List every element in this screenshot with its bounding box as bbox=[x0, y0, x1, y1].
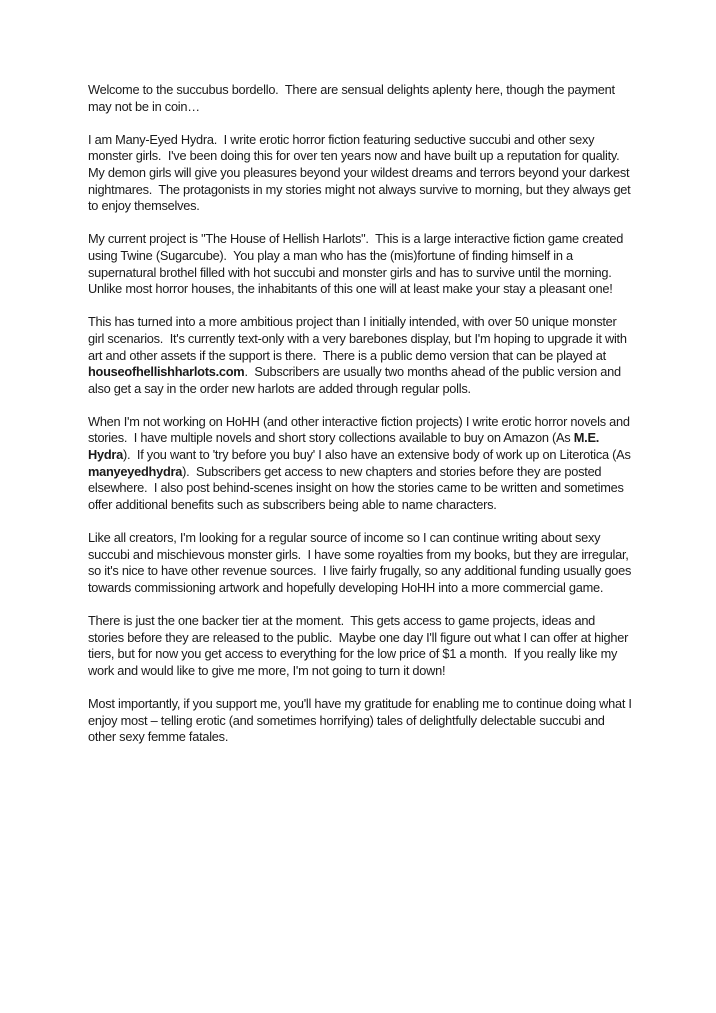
text-run: Welcome to the succubus bordello. There are sensual delights aplenty here, though the payment may not be in coin… bbox=[88, 82, 619, 114]
text-run: This has turned into a more ambitious project than I initially intended, with over 50 unique monster girl scenarios. It's currently text-only with a very barebones display, but I'm hoping to upgrade it with art and other assets if the support is there. There is a public demo version that can be played at bbox=[88, 314, 631, 363]
text-run: Most importantly, if you support me, you'll have my gratitude for enabling me to continue doing what I enjoy most – telling erotic (and sometimes horrifying) tales of delightfully delectable succubi and other sexy femme fatales. bbox=[88, 695, 636, 745]
paragraph bbox=[88, 530, 633, 596]
text-run: When I'm not working on HoHH (and other interactive fiction projects) I write erotic horror novels and stories. I have multiple novels and short story collections available to buy on Amazon (As bbox=[88, 413, 634, 446]
paragraph bbox=[88, 231, 633, 297]
text-run: I am Many-Eyed Hydra. I write erotic horror fiction featuring seductive succubi and other sexy monster girls. I've been doing this for over ten years now and have built up a reputation for quality. My demon girls will give you pleasures beyond your wildest dreams and terrors beyond your darkest nightmares. The protagonists in my stories might not always survive to morning, but they always get to enjoy themselves. bbox=[88, 131, 634, 214]
bold-text-run: M.E. Hydra bbox=[88, 430, 603, 463]
text-run: My current project is "The House of Hellish Harlots". This is a large interactive fiction game created using Twine (Sugarcube). You play a man who has the (mis)fortune of finding himself in a supernatural brothel filled with hot succubi and monster girls and has to survive until the morning. Unlike most horror houses, the inhabitants of this one will at least make your stay a pleasant one! bbox=[88, 231, 627, 297]
paragraph bbox=[88, 82, 633, 115]
bold-text-run: houseofhellishharlots.com bbox=[88, 364, 245, 380]
document-body bbox=[88, 82, 636, 762]
text-run: ). If you want to 'try before you buy' I also have an extensive body of work up on Literotica (As bbox=[123, 447, 634, 463]
paragraph bbox=[88, 695, 636, 746]
text-run: ). Subscribers get access to new chapters and stories before they are posted elsewhere. I also post behind-scenes insight on how the stories came to be written and sometimes offer additional benefits such as subscribers being able to name characters. bbox=[88, 463, 627, 512]
text-run: . Subscribers are usually two months ahead of the public version and also get a say in the order new harlots are added through regular polls. bbox=[88, 364, 625, 396]
paragraph bbox=[88, 132, 633, 215]
text-run: There is just the one backer tier at the moment. This gets access to game projects, ideas and stories before they are released to the public. Maybe one day I'll figure out what I can offer at higher tiers, but for now you get access to everything for the low price of $1 a month. If you really like my work and would like to give me more, I'm not going to turn it down! bbox=[88, 613, 632, 678]
paragraph bbox=[88, 414, 633, 514]
paragraph bbox=[88, 613, 633, 679]
paragraph bbox=[88, 314, 633, 397]
text-run: Like all creators, I'm looking for a regular source of income so I can continue writing about sexy succubi and mischievous monster girls. I have some royalties from my books, but they are irregular, so it's nice to have other revenue sources. I live fairly frugally, so any additional funding usually goes towards commissioning artwork and hopefully developing HoHH into a more commercial game. bbox=[88, 530, 635, 595]
bold-text-run: manyeyedhydra bbox=[88, 463, 183, 479]
